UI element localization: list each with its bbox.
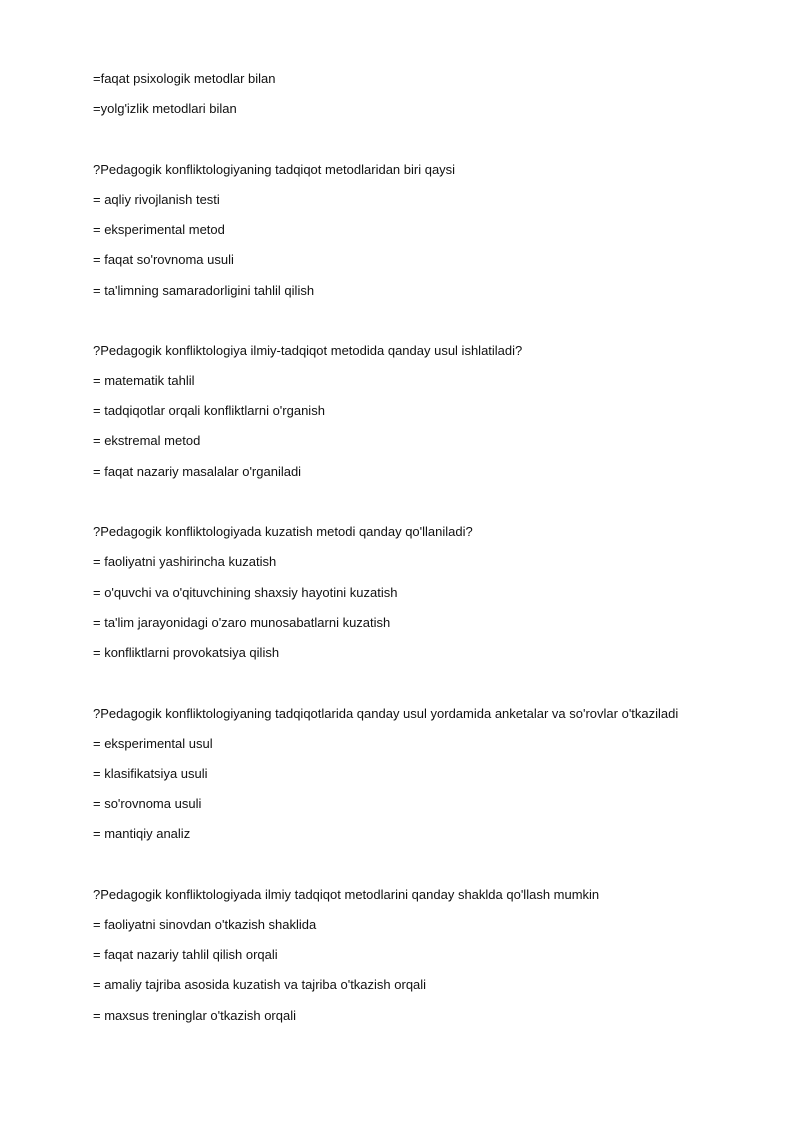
question-line: ?Pedagogik konfliktologiyaning tadqiqot metodlaridan biri qaysi: [93, 162, 456, 177]
answer-line: = faqat nazariy tahlil qilish orqali: [93, 947, 278, 962]
question-line: ?Pedagogik konfliktologiyada ilmiy tadqiqot metodlarini qanday shaklda qo'llash mumkin: [93, 887, 600, 902]
answer-line: = ta'limning samaradorligini tahlil qilish: [93, 283, 315, 298]
answer-line: = tadqiqotlar orqali konfliktlarni o'rganish: [93, 403, 325, 418]
answer-line: = matematik tahlil: [93, 373, 195, 388]
answer-line: = eksperimental metod: [93, 222, 225, 237]
answer-line: =faqat psixologik metodlar bilan: [93, 71, 276, 86]
answer-line: = ta'lim jarayonidagi o'zaro munosabatlarni kuzatish: [93, 615, 391, 630]
question-line: ?Pedagogik konfliktologiyaning tadqiqotlarida qanday usul yordamida anketalar va so'rovlar o'tkaziladi: [93, 706, 679, 721]
answer-line: = klasifikatsiya usuli: [93, 766, 208, 781]
answer-line: = faoliyatni sinovdan o'tkazish shaklida: [93, 917, 317, 932]
answer-line: = mantiqiy analiz: [93, 826, 191, 841]
answer-line: =yolg'izlik metodlari bilan: [93, 101, 237, 116]
answer-line: = so'rovnoma usuli: [93, 796, 202, 811]
answer-line: = eksperimental usul: [93, 736, 213, 751]
question-line: ?Pedagogik konfliktologiyada kuzatish metodi qanday qo'llaniladi?: [93, 524, 473, 539]
answer-line: = konfliktlarni provokatsiya qilish: [93, 645, 280, 660]
answer-line: = maxsus treninglar o'tkazish orqali: [93, 1008, 296, 1023]
answer-line: = amaliy tajriba asosida kuzatish va tajriba o'tkazish orqali: [93, 977, 427, 992]
answer-line: = faqat nazariy masalalar o'rganiladi: [93, 464, 302, 479]
answer-line: = ekstremal metod: [93, 433, 201, 448]
answer-line: = o'quvchi va o'qituvchining shaxsiy hayotini kuzatish: [93, 585, 398, 600]
answer-line: = aqliy rivojlanish testi: [93, 192, 220, 207]
question-line: ?Pedagogik konfliktologiya ilmiy-tadqiqot metodida qanday usul ishlatiladi?: [93, 343, 523, 358]
answer-line: = faqat so'rovnoma usuli: [93, 252, 234, 267]
answer-line: = faoliyatni yashirincha kuzatish: [93, 554, 277, 569]
